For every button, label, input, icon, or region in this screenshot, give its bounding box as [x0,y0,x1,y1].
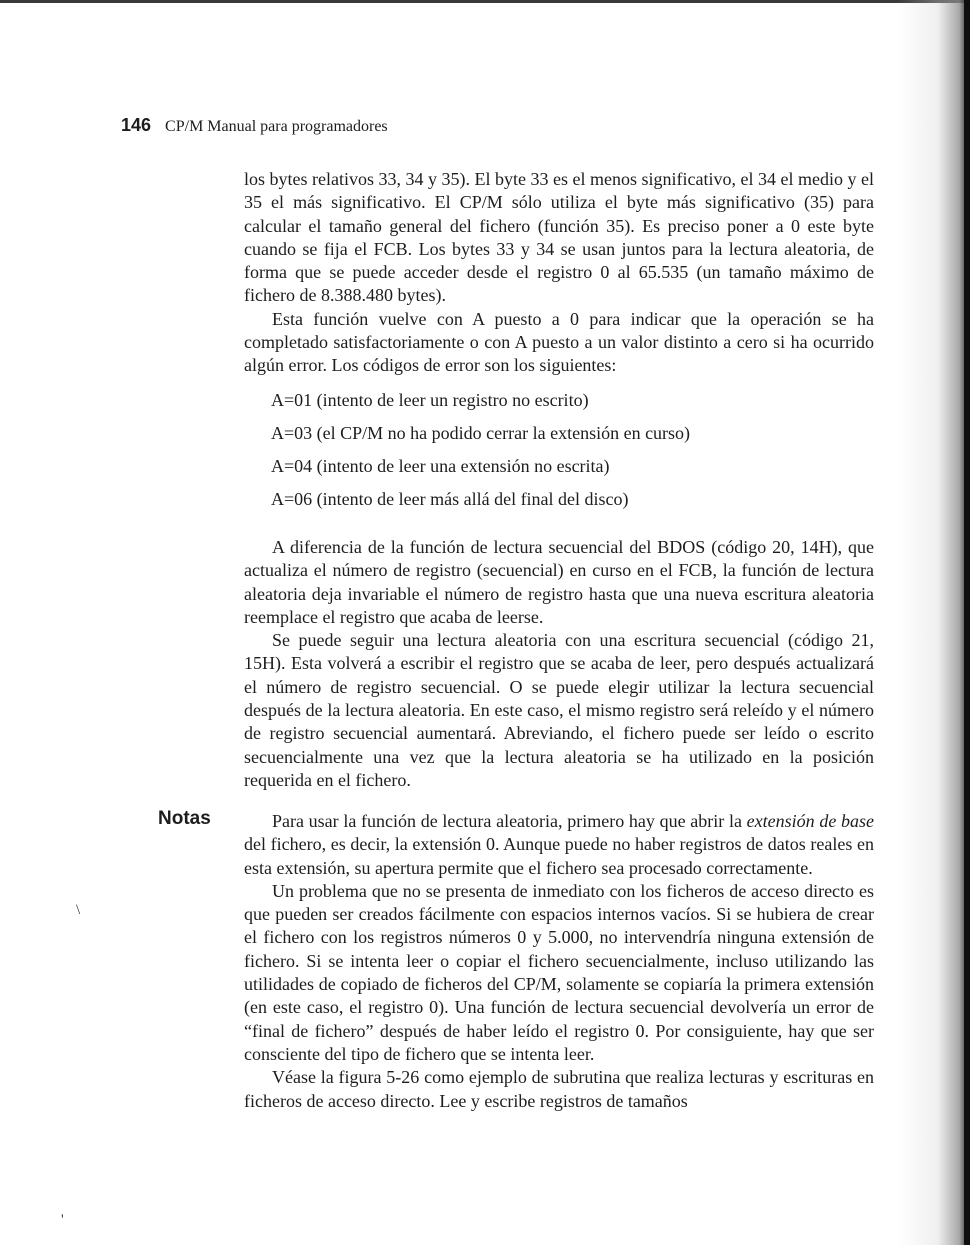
intro-text-block [244,168,874,378]
random-read-text-block [244,536,874,792]
page-number: 146 [121,115,152,135]
running-title: CP/M Manual para programadores [165,118,388,135]
body-paragraph: A diferencia de la función de lectura secuencial del BDOS (código 20, 14H), que actualiza el número de registro (secuencial) en curso en el FCB, la función de lectura aleatoria deja invariable el número de registro hasta que una nueva escritura aleatoria reemplace el registro que acaba de leerse. [244,537,874,627]
error-code-item: A=06 (intento de leer más allá del final del disco) [271,489,629,509]
notes-emphasis-text: extensión de base [746,811,875,831]
notes-text-block [244,810,874,1113]
notes-paragraph [244,810,874,880]
book-gutter-edge [964,0,970,1245]
margin-tick-mark: ' [61,1212,64,1228]
error-code-item: A=03 (el CP/M no ha podido cerrar la extensión en curso) [271,423,691,443]
opening-paragraph: los bytes relativos 33, 34 y 35). El byte 33 es el menos significativo, el 34 el medio y el 35 el más significativo. El CP/M sólo utiliza el byte más significativo (35) para calcular el tamaño general del fichero (función 35). Es preciso poner a 0 este byte cuando se fija el FCB. Los bytes 33 y 34 se usan juntos para la lectura aleatoria, de forma que se puede acceder desde el registro 0 al 65.535 (un tamaño máximo de fichero de 8.388.480 bytes). [244,169,874,306]
notes-rest-text: del fichero, es decir, la extensión 0. Aunque puede no haber registros de datos reales en esta extensión, su apertura permite que el fichero sea procesado correctamente. [244,834,874,878]
error-code-list [271,388,690,520]
error-code-item: A=01 (intento de leer un registro no escrito) [271,390,589,410]
notes-paragraph: Un problema que no se presenta de inmediato con los ficheros de acceso directo es que pueden ser creados fácilmente con espacios internos vacíos. Si se hubiera de crear el fichero con los registros números 0 y 5.000, no intervendría ninguna extensión de fichero. Si se intenta leer o copiar el fichero secuencialmente, incluso utilizando las utilidades de copiado de ficheros del CP/M, solamente se copiaría la primera extensión (en este caso, el registro 0). Una función de lectura secuencial devolvería un error de “final de fichero” después de haber leído el registro 0. Por consiguiente, hay que ser consciente del tipo de fichero que se intenta leer. [244,880,874,1064]
body-paragraph: Se puede seguir una lectura aleatoria con una escritura secuencial (código 21, 15H). Esta volverá a escribir el registro que se acaba de leer, pero después actualizará el número de registro secuencial. O se puede elegir utilizar la lectura secuencial después de la lectura aleatoria. En este caso, el mismo registro será releído y el número de registro secuencial aumentará. Abreviando, el fichero puede ser leído o escrito secuencialmente una vez que la lectura aleatoria se ha utilizado en la posición requerida en el fichero. [244,630,874,790]
margin-backslash-mark: \ [76,902,81,918]
notes-paragraph: Véase la figura 5-26 como ejemplo de subrutina que realiza lecturas y escrituras en ficheros de acceso directo. Lee y escribe registros de tamaños [244,1067,874,1111]
notes-heading: Notas [158,808,211,829]
error-code-item: A=04 (intento de leer una extensión no escrita) [271,456,610,476]
running-header [121,115,388,136]
page-top-rule [0,0,970,3]
notes-lead-text: Para usar la función de lectura aleatoria, primero hay que abrir la [272,811,742,831]
book-gutter-shadow [898,0,970,1245]
return-value-paragraph: Esta función vuelve con A puesto a 0 para indicar que la operación se ha completado satisfactoriamente o con A puesto a un valor distinto a cero si ha ocurrido algún error. Los códigos de error son los siguientes: [244,308,874,376]
